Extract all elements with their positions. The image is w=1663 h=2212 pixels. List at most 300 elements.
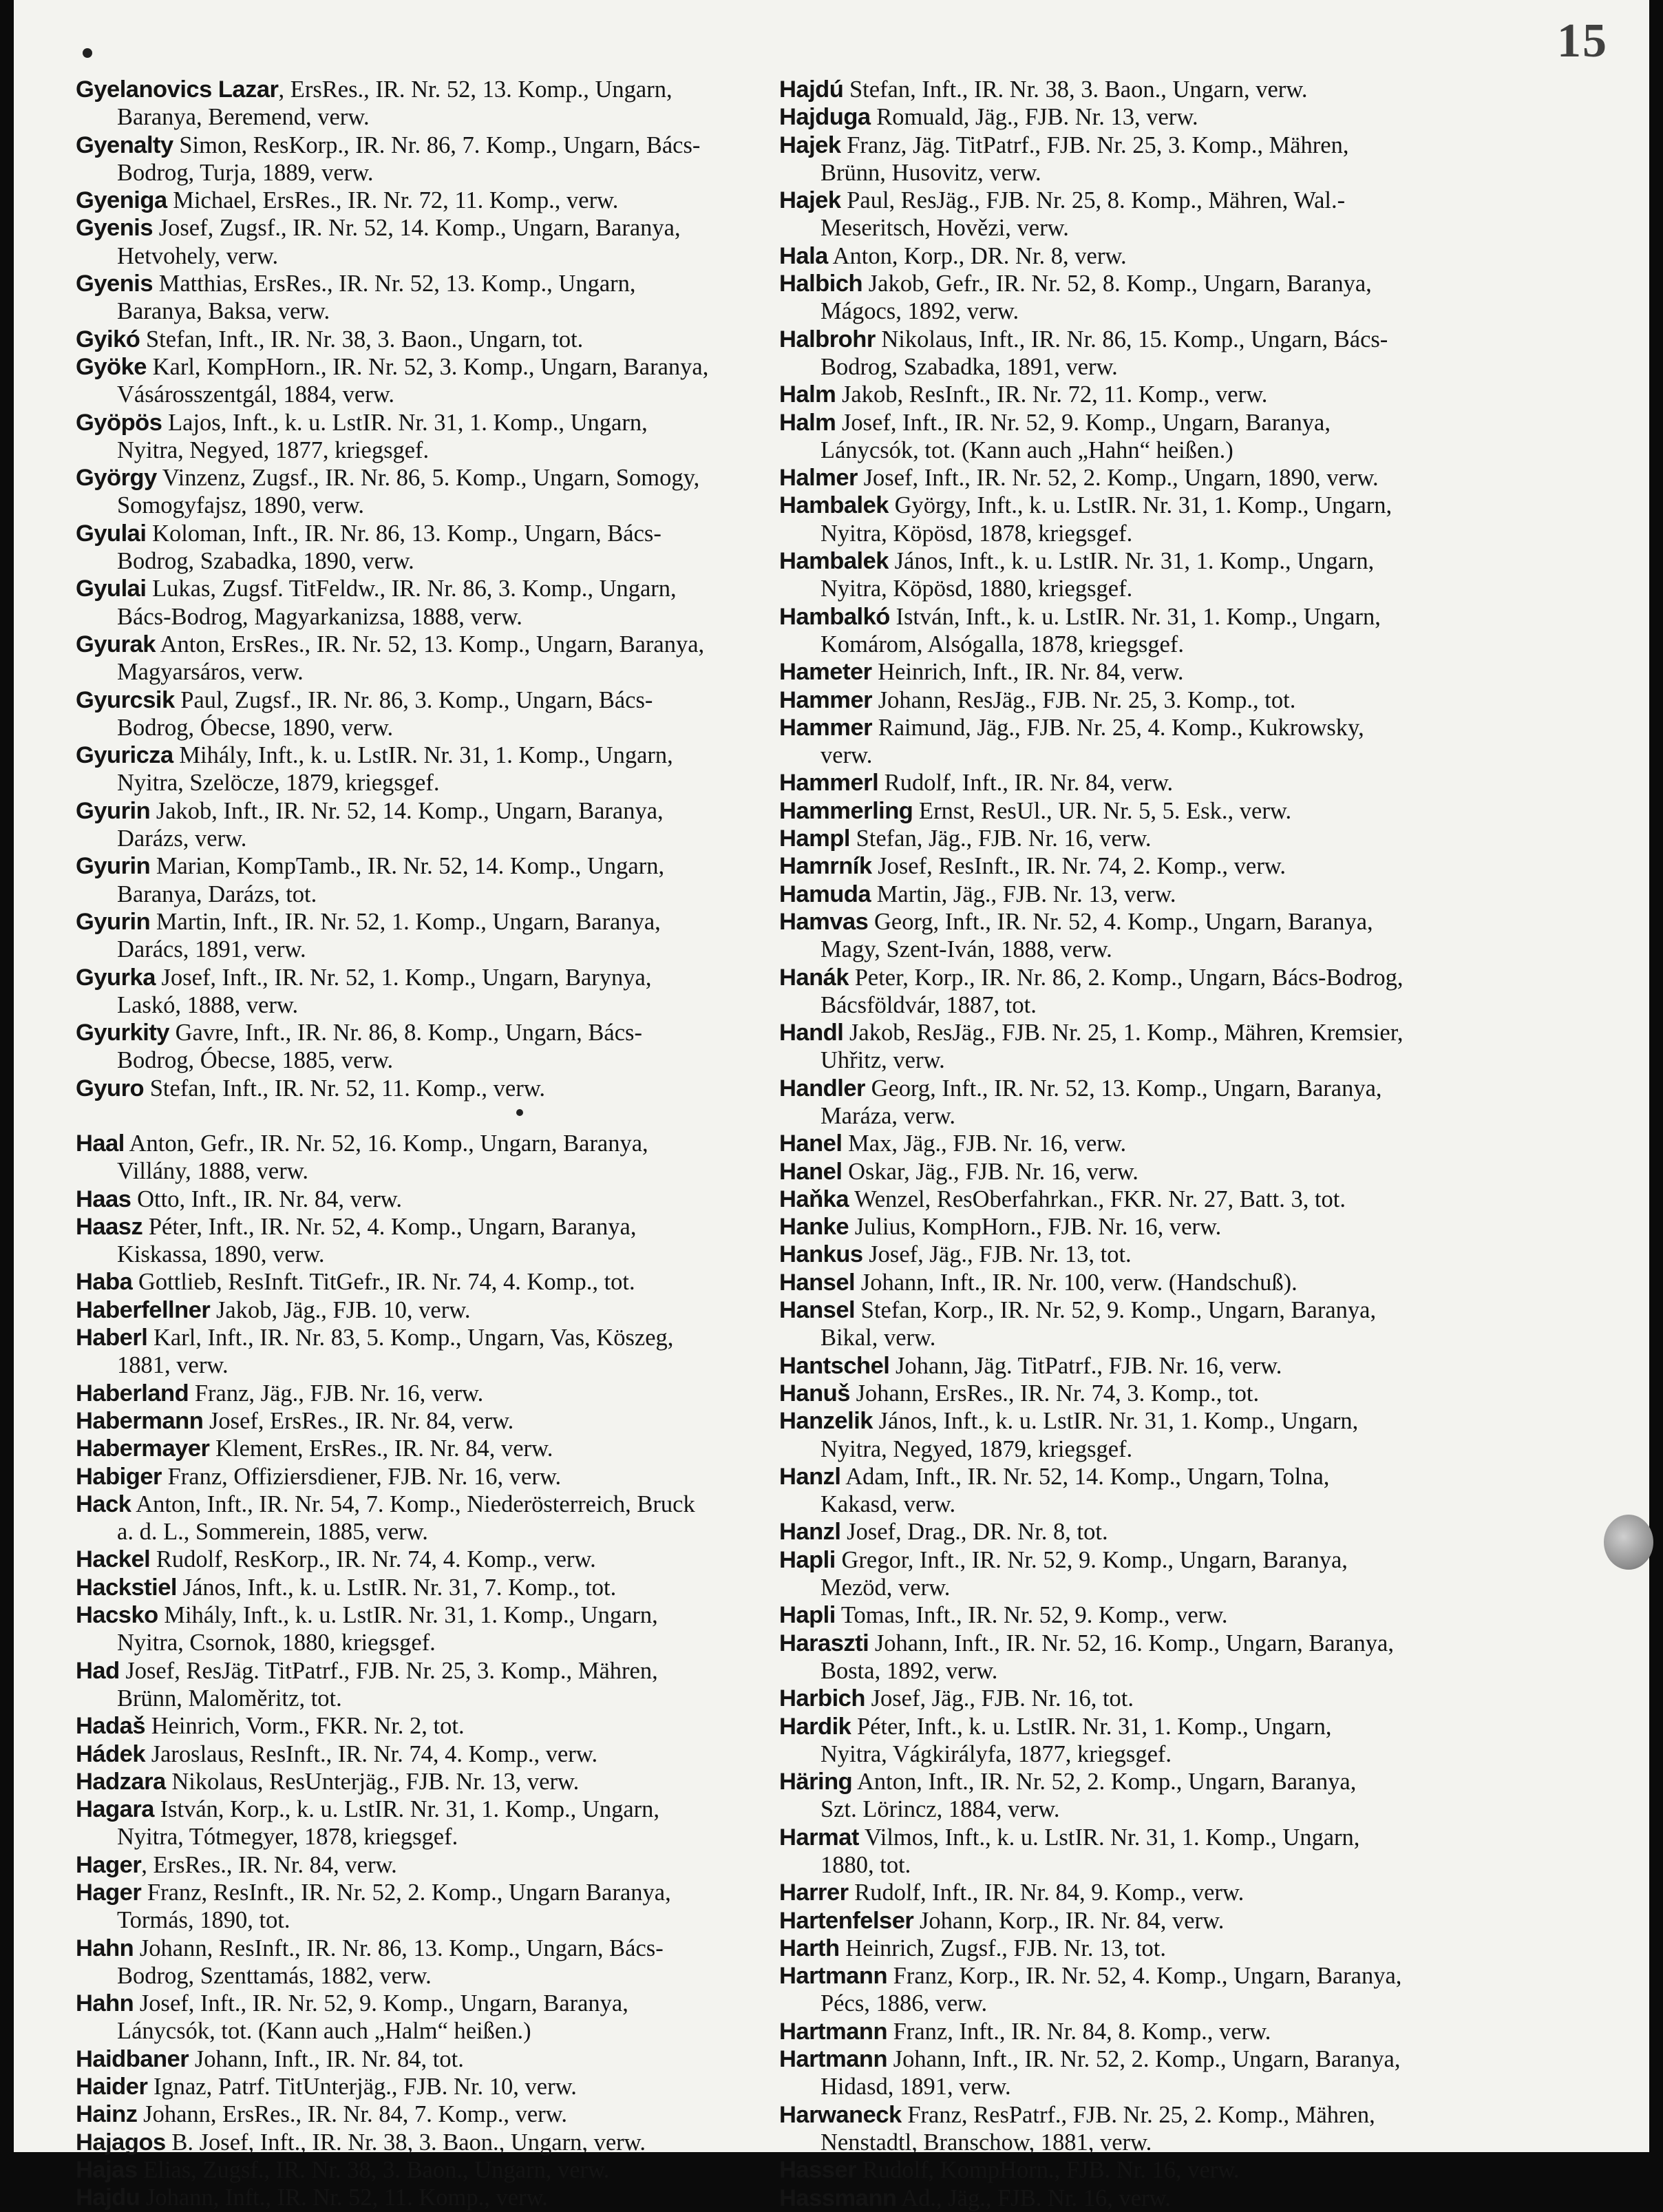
register-entry	[76, 2129, 798, 2156]
entry-surname: Gyelanovics Lazar	[76, 76, 279, 103]
entry-details: Karl, Inft., IR. Nr. 83, 5. Komp., Ungarn, Vas, Köszeg,	[147, 1325, 674, 1351]
entry-details: Stefan, Jäg., FJB. Nr. 16, verw.	[849, 825, 1152, 852]
entry-surname: Haňka	[779, 1186, 849, 1212]
left-column	[76, 76, 798, 2212]
entry-surname: Hager	[76, 1879, 142, 1906]
entry-continuation: Brünn, Husovitz, verw.	[820, 159, 1041, 186]
register-entry	[76, 2156, 798, 2184]
register-entry	[779, 1019, 1502, 1075]
entry-details: Koloman, Inft., IR. Nr. 86, 13. Komp., Ungarn, Bács-	[146, 520, 661, 547]
register-entry	[779, 2018, 1502, 2045]
entry-surname: Hajdú	[779, 76, 844, 103]
entry-surname: Hajduga	[779, 104, 871, 131]
register-entry	[779, 881, 1502, 908]
register-entry	[76, 76, 798, 131]
entry-details: György, Inft., k. u. LstIR. Nr. 31, 1. Komp., Ungarn,	[889, 492, 1392, 519]
entry-details: Lajos, Inft., k. u. LstIR. Nr. 31, 1. Komp., Ungarn,	[162, 409, 648, 436]
entry-continuation: Magy, Szent-Iván, 1888, verw.	[820, 936, 1112, 963]
entry-surname: Hanák	[779, 964, 849, 991]
entry-surname: Gyulai	[76, 576, 147, 602]
entry-continuation: Bikal, verw.	[820, 1325, 936, 1351]
entry-surname: Hacsko	[76, 1602, 158, 1629]
entry-surname: Handl	[779, 1020, 844, 1046]
entry-surname: Hadaš	[76, 1713, 146, 1740]
entry-continuation: Bodrog, Turja, 1889, verw.	[117, 159, 374, 186]
entry-surname: Gyurin	[76, 853, 151, 880]
entry-details: János, Inft., k. u. LstIR. Nr. 31, 1. Komp., Ungarn,	[889, 548, 1375, 575]
entry-surname: Hammer	[779, 686, 873, 713]
entry-details: Johann, Inft., IR. Nr. 52, 2. Komp., Ungarn, Baranya,	[887, 2046, 1401, 2073]
entry-details: Simon, ResKorp., IR. Nr. 86, 7. Komp., Ungarn, Bács-	[173, 131, 701, 158]
register-entry	[779, 2184, 1502, 2212]
entry-details: János, Inft., k. u. LstIR. Nr. 31, 1. Komp., Ungarn,	[872, 1408, 1359, 1435]
entry-details: Rudolf, KompHorn., FJB. Nr. 16, verw.	[856, 2157, 1240, 2184]
entry-surname: Hainz	[76, 2101, 138, 2128]
entry-continuation: Hidasd, 1891, verw.	[820, 2074, 1011, 2100]
register-entry	[76, 1990, 798, 2045]
entry-details: Johann, Inft., IR. Nr. 84, tot.	[189, 2045, 464, 2072]
right-column	[779, 76, 1502, 2212]
entry-surname: Hajek	[779, 187, 841, 214]
entry-details: Josef, Jäg., FJB. Nr. 16, tot.	[865, 1685, 1134, 1712]
entry-details: Heinrich, Inft., IR. Nr. 84, verw.	[871, 659, 1184, 686]
entry-details: Klement, ErsRes., IR. Nr. 84, verw.	[209, 1435, 553, 1462]
register-entry	[779, 1352, 1502, 1380]
entry-continuation: Hetvohely, verw.	[117, 242, 279, 269]
entry-surname: Hassmann	[779, 2184, 897, 2211]
entry-continuation: Somogyfajsz, 1890, verw.	[117, 492, 364, 519]
entry-details: Stefan, Inft., IR. Nr. 52, 11. Komp., verw.	[144, 1075, 546, 1102]
entry-details: Johann, Inft., IR. Nr. 52, 16. Komp., Ungarn, Baranya,	[869, 1630, 1394, 1656]
register-entry	[76, 964, 798, 1020]
entry-surname: Hapli	[779, 1602, 836, 1629]
entry-surname: György	[76, 465, 157, 492]
register-entry	[779, 2156, 1502, 2184]
register-entry	[76, 1546, 798, 1573]
entry-continuation: Brünn, Maloměritz, tot.	[117, 1685, 342, 1711]
register-entry	[779, 242, 1502, 270]
register-entry	[76, 1935, 798, 1990]
entry-details: Gottlieb, ResInft. TitGefr., IR. Nr. 74, 4. Komp., tot.	[132, 1269, 635, 1296]
register-entry	[779, 2045, 1502, 2101]
register-entry	[76, 353, 798, 409]
entry-surname: Hankus	[779, 1241, 863, 1268]
entry-details: Martin, Inft., IR. Nr. 52, 1. Komp., Ungarn, Baranya,	[150, 908, 661, 935]
register-entry	[779, 603, 1502, 659]
entry-details: Johann, ErsRes., IR. Nr. 74, 3. Komp., tot.	[849, 1380, 1260, 1407]
entry-surname: Harwaneck	[779, 2101, 902, 2128]
register-entry	[779, 825, 1502, 852]
register-entry	[779, 1685, 1502, 1712]
entry-continuation: 1880, tot.	[820, 1852, 911, 1878]
register-entry	[779, 1463, 1502, 1519]
entry-details: Matthias, ErsRes., IR. Nr. 52, 13. Komp., Ungarn,	[153, 271, 636, 297]
entry-details: Rudolf, Inft., IR. Nr. 84, 9. Komp., verw.	[848, 1879, 1244, 1906]
register-entry	[76, 1324, 798, 1380]
entry-continuation: Mezöd, verw.	[820, 1574, 951, 1601]
entry-continuation: Bodrog, Óbecse, 1885, verw.	[117, 1047, 394, 1074]
register-entry	[76, 1740, 798, 1768]
entry-details: Franz, ResInft., IR. Nr. 52, 2. Komp., Ungarn Baranya,	[141, 1879, 671, 1906]
entry-details: Johann, ResInft., IR. Nr. 86, 13. Komp., Ungarn, Bács-	[134, 1935, 664, 1961]
entry-continuation: Kiskassa, 1890, verw.	[117, 1241, 325, 1268]
entry-details: Josef, Inft., IR. Nr. 52, 2. Komp., Ungarn, 1890, verw.	[857, 465, 1379, 492]
register-entry	[76, 2184, 798, 2211]
entry-continuation: Kakasd, verw.	[820, 1491, 956, 1518]
entry-details: Jaroslaus, ResInft., IR. Nr. 74, 4. Komp., verw.	[145, 1740, 598, 1767]
entry-surname: Gyikó	[76, 326, 140, 352]
entry-continuation: Nyitra, Köpösd, 1880, kriegsgef.	[820, 576, 1133, 602]
entry-continuation: Komárom, Alsógalla, 1878, kriegsgef.	[820, 631, 1184, 657]
entry-details: Péter, Inft., IR. Nr. 52, 4. Komp., Ungarn, Baranya,	[142, 1213, 637, 1240]
section-separator	[76, 1102, 798, 1130]
entry-surname: Hamrník	[779, 853, 872, 880]
entry-surname: Handler	[779, 1075, 865, 1102]
entry-surname: Haraszti	[779, 1630, 869, 1656]
entry-surname: Gyöpös	[76, 409, 162, 436]
entry-continuation: Nyitra, Negyed, 1879, kriegsgef.	[820, 1435, 1133, 1462]
entry-surname: Hambalkó	[779, 603, 890, 630]
entry-surname: Hanke	[779, 1214, 849, 1241]
entry-details: Adam, Inft., IR. Nr. 52, 14. Komp., Ungarn, Tolna,	[840, 1463, 1330, 1490]
entry-details: Georg, Inft., IR. Nr. 52, 13. Komp., Ungarn, Baranya,	[865, 1075, 1382, 1102]
entry-details: Josef, ErsRes., IR. Nr. 84, verw.	[203, 1407, 514, 1434]
register-entry	[779, 103, 1502, 131]
entry-continuation: verw.	[820, 742, 873, 769]
entry-details: Anton, Inft., IR. Nr. 52, 2. Komp., Ungarn, Baranya,	[852, 1769, 1357, 1795]
register-entry	[76, 1463, 798, 1491]
entry-surname: Gyurin	[76, 908, 151, 935]
entry-details: Martin, Jäg., FJB. Nr. 13, verw.	[871, 881, 1176, 907]
entry-details: Lukas, Zugsf. TitFeldw., IR. Nr. 86, 3. Komp., Ungarn,	[146, 576, 677, 602]
entry-details: Franz, Korp., IR. Nr. 52, 4. Komp., Ungarn, Baranya,	[887, 1963, 1402, 1990]
entry-details: Mihály, Inft., k. u. LstIR. Nr. 31, 1. Komp., Ungarn,	[173, 742, 673, 769]
register-entry	[76, 797, 798, 853]
entry-details: Jakob, ResJäg., FJB. Nr. 25, 1. Komp., Mähren, Kremsier,	[843, 1020, 1404, 1046]
entry-surname: Hajas	[76, 2156, 138, 2183]
entry-details: , ErsRes., IR. Nr. 52, 13. Komp., Ungarn,	[278, 76, 672, 103]
entry-details: B. Josef, Inft., IR. Nr. 38, 3. Baon., Ungarn, verw.	[165, 2129, 646, 2156]
entry-details: Ignaz, Patrf. TitUnterjäg., FJB. Nr. 10, verw.	[147, 2074, 577, 2100]
register-entry	[779, 964, 1502, 1020]
register-entry	[779, 1269, 1502, 1296]
entry-continuation: a. d. L., Sommerein, 1885, verw.	[117, 1519, 428, 1546]
entry-surname: Gyurka	[76, 964, 156, 991]
entry-surname: Haberland	[76, 1380, 189, 1407]
punch-hole	[1604, 1515, 1653, 1570]
entry-surname: Gyuro	[76, 1075, 145, 1102]
entry-details: Johann, Korp., IR. Nr. 84, verw.	[913, 1907, 1225, 1934]
register-entry	[76, 520, 798, 576]
entry-continuation: Baranya, Darázs, tot.	[117, 881, 317, 907]
entry-surname: Hammerling	[779, 797, 913, 824]
entry-continuation: Bodrog, Óbecse, 1890, verw.	[117, 714, 394, 741]
entry-surname: Hajek	[779, 131, 841, 158]
entry-details: Marian, KompTamb., IR. Nr. 52, 14. Komp., Ungarn,	[150, 853, 665, 880]
entry-surname: Had	[76, 1657, 120, 1684]
entry-details: Raimund, Jäg., FJB. Nr. 25, 4. Komp., Kukrowsky,	[872, 714, 1364, 741]
entry-surname: Gyurin	[76, 797, 151, 824]
entry-surname: Hanel	[779, 1130, 843, 1157]
register-entry	[76, 852, 798, 908]
entry-surname: Hanzl	[779, 1519, 841, 1546]
entry-surname: Habermayer	[76, 1435, 210, 1462]
register-entry	[76, 741, 798, 797]
entry-details: Josef, ResJäg. TitPatrf., FJB. Nr. 25, 3. Komp., Mähren,	[119, 1657, 658, 1684]
entry-details: Johann, ErsRes., IR. Nr. 84, 7. Komp., verw.	[137, 2101, 567, 2128]
entry-surname: Haider	[76, 2074, 148, 2100]
register-entry	[76, 270, 798, 326]
register-entry	[779, 1407, 1502, 1463]
entry-surname: Hammer	[779, 714, 873, 741]
entry-details: Romuald, Jäg., FJB. Nr. 13, verw.	[870, 104, 1198, 131]
entry-continuation: Maráza, verw.	[820, 1102, 956, 1129]
register-entry	[779, 1768, 1502, 1824]
entry-surname: Gyenis	[76, 271, 153, 297]
entry-details: Ernst, ResUl., UR. Nr. 5, 5. Esk., verw.	[913, 797, 1292, 824]
entry-surname: Haberfellner	[76, 1296, 211, 1323]
entry-surname: Harmat	[779, 1824, 859, 1851]
register-entry	[779, 1713, 1502, 1769]
register-entry	[779, 326, 1502, 381]
entry-details: Ad., Jäg., FJB. Nr. 16, verw.	[896, 2184, 1171, 2211]
entry-details: Johann, Jäg. TitPatrf., FJB. Nr. 16, verw.	[889, 1352, 1282, 1379]
entry-continuation: Baranya, Baksa, verw.	[117, 298, 330, 325]
entry-surname: Hansel	[779, 1269, 856, 1296]
entry-details: Anton, Gefr., IR. Nr. 52, 16. Komp., Ungarn, Baranya,	[124, 1130, 648, 1157]
entry-details: Rudolf, Inft., IR. Nr. 84, verw.	[878, 770, 1174, 797]
entry-surname: Hartmann	[779, 2018, 888, 2045]
entry-surname: Hager	[76, 1851, 142, 1878]
entry-surname: Gyurcsik	[76, 686, 175, 713]
entry-continuation: Nyitra, Tótmegyer, 1878, kriegsgef.	[117, 1824, 458, 1851]
entry-surname: Hala	[779, 242, 828, 269]
entry-surname: Gyurkity	[76, 1020, 169, 1046]
entry-continuation: Lánycsók, tot. (Kann auch „Halm“ heißen.)	[117, 2018, 531, 2045]
entry-continuation: Villány, 1888, verw.	[117, 1158, 309, 1185]
register-entry	[76, 1795, 798, 1851]
entry-surname: Gyulai	[76, 520, 147, 547]
register-entry	[76, 1296, 798, 1324]
entry-details: Anton, Inft., IR. Nr. 54, 7. Komp., Niederösterreich, Bruck	[131, 1491, 695, 1517]
entry-details: Anton, Korp., DR. Nr. 8, verw.	[827, 242, 1127, 269]
entry-details: Nikolaus, ResUnterjäg., FJB. Nr. 13, verw.	[165, 1768, 580, 1795]
register-entry	[76, 1851, 798, 1879]
entry-details: Vilmos, Inft., k. u. LstIR. Nr. 31, 1. Komp., Ungarn,	[858, 1824, 1360, 1851]
entry-surname: Halmer	[779, 465, 858, 492]
entry-details: Anton, ErsRes., IR. Nr. 52, 13. Komp., Ungarn, Baranya,	[155, 631, 705, 657]
entry-details: Max, Jäg., FJB. Nr. 16, verw.	[842, 1130, 1127, 1157]
register-entry	[779, 714, 1502, 770]
register-entry	[779, 1518, 1502, 1546]
entry-details: Josef, Inft., IR. Nr. 52, 9. Komp., Ungarn, Baranya,	[836, 409, 1331, 436]
register-entry	[779, 2101, 1502, 2157]
entry-continuation: Lánycsók, tot. (Kann auch „Hahn“ heißen.)	[820, 436, 1233, 463]
register-entry	[76, 409, 798, 465]
register-entry	[779, 1186, 1502, 1213]
entry-surname: Hanzelik	[779, 1408, 873, 1435]
document-page	[14, 0, 1649, 2211]
register-entry	[76, 908, 798, 964]
register-entry	[779, 1630, 1502, 1685]
entry-details: Péter, Inft., k. u. LstIR. Nr. 31, 1. Komp., Ungarn,	[851, 1713, 1332, 1740]
entry-surname: Gyenis	[76, 215, 153, 242]
entry-details: István, Inft., k. u. LstIR. Nr. 31, 1. Komp., Ungarn,	[889, 603, 1381, 630]
register-entry	[76, 1657, 798, 1713]
entry-surname: Hardik	[779, 1713, 851, 1740]
register-entry	[76, 686, 798, 742]
entry-details: Paul, ResJäg., FJB. Nr. 25, 8. Komp., Mähren, Wal.-	[840, 187, 1346, 214]
entry-continuation: Mágocs, 1892, verw.	[820, 298, 1019, 325]
entry-continuation: Bácsföldvár, 1887, tot.	[820, 991, 1037, 1018]
entry-surname: Halm	[779, 409, 836, 436]
entry-surname: Hajdu	[76, 2184, 140, 2211]
register-entry	[76, 1213, 798, 1269]
register-entry	[779, 1380, 1502, 1407]
entry-details: Stefan, Inft., IR. Nr. 38, 3. Baon., Ungarn, tot.	[140, 326, 584, 352]
entry-details: Paul, Zugsf., IR. Nr. 86, 3. Komp., Ungarn, Bács-	[174, 686, 653, 713]
entry-details: Rudolf, ResKorp., IR. Nr. 74, 4. Komp., verw.	[150, 1546, 596, 1573]
register-entry	[76, 1407, 798, 1435]
entry-details: Jakob, Jäg., FJB. 10, verw.	[210, 1296, 471, 1323]
entry-continuation: Nyitra, Vágkirályfa, 1877, kriegsgef.	[820, 1740, 1172, 1767]
register-entry	[779, 381, 1502, 408]
entry-surname: Hahn	[76, 1935, 134, 1961]
entry-details: Stefan, Korp., IR. Nr. 52, 9. Komp., Ungarn, Baranya,	[855, 1297, 1377, 1324]
entry-details: , ErsRes., IR. Nr. 84, verw.	[141, 1851, 397, 1878]
entry-continuation: 1881, verw.	[117, 1352, 229, 1379]
register-entry	[779, 1824, 1502, 1879]
entry-surname: Gyuricza	[76, 742, 173, 769]
entry-surname: Haas	[76, 1186, 131, 1212]
entry-details: Johann, Inft., IR. Nr. 100, verw. (Handschuß).	[855, 1269, 1297, 1296]
entry-surname: Haal	[76, 1130, 125, 1157]
register-entry	[779, 1546, 1502, 1602]
entry-surname: Harbich	[779, 1685, 865, 1712]
entry-details: Johann, Inft., IR. Nr. 52, 11. Komp., verw.	[140, 2184, 548, 2211]
entry-surname: Hanuš	[779, 1380, 850, 1407]
entry-surname: Gyeniga	[76, 187, 167, 214]
entry-surname: Hameter	[779, 659, 872, 686]
register-entry	[779, 1241, 1502, 1268]
entry-details: Josef, ResInft., IR. Nr. 74, 2. Komp., verw.	[871, 853, 1286, 880]
entry-details: Stefan, Inft., IR. Nr. 38, 3. Baon., Ungarn, verw.	[843, 76, 1308, 103]
entry-surname: Halbrohr	[779, 326, 876, 352]
register-entry	[779, 1158, 1502, 1186]
register-entry	[779, 1601, 1502, 1629]
entry-surname: Hádek	[76, 1740, 146, 1767]
entry-surname: Häring	[779, 1769, 853, 1795]
entry-surname: Hanel	[779, 1158, 843, 1185]
register-entry	[76, 326, 798, 353]
entry-details: Heinrich, Vorm., FKR. Nr. 2, tot.	[145, 1713, 465, 1740]
entry-details: Gregor, Inft., IR. Nr. 52, 9. Komp., Ungarn, Baranya,	[835, 1546, 1348, 1573]
entry-details: Oskar, Jäg., FJB. Nr. 16, verw.	[842, 1158, 1138, 1185]
register-entry	[76, 214, 798, 270]
entry-details: István, Korp., k. u. LstIR. Nr. 31, 1. Komp., Ungarn,	[153, 1796, 660, 1823]
entry-surname: Halm	[779, 381, 836, 408]
register-entry	[76, 1491, 798, 1546]
register-entry	[779, 131, 1502, 187]
page-number: 15	[1557, 14, 1608, 67]
entry-surname: Hampl	[779, 825, 850, 852]
register-entry	[779, 1213, 1502, 1241]
register-entry	[779, 769, 1502, 797]
entry-surname: Harth	[779, 1935, 840, 1961]
entry-surname: Hagara	[76, 1796, 154, 1823]
register-entry	[76, 2100, 798, 2128]
entry-continuation: Magyarsáros, verw.	[117, 659, 304, 686]
register-entry	[76, 1712, 798, 1740]
entry-details: Johann, ResJäg., FJB. Nr. 25, 3. Komp., tot.	[872, 686, 1296, 713]
entry-details: Tomas, Inft., IR. Nr. 52, 9. Komp., verw.	[835, 1602, 1228, 1629]
entry-continuation: Baranya, Beremend, verw.	[117, 104, 370, 131]
register-entry	[76, 1186, 798, 1213]
register-entry	[779, 76, 1502, 103]
entry-surname: Hahn	[76, 1990, 134, 2017]
entry-continuation: Darázs, verw.	[117, 825, 247, 852]
entry-continuation: Szt. Lörincz, 1884, verw.	[820, 1796, 1060, 1823]
entry-surname: Haberl	[76, 1325, 148, 1351]
entry-details: Michael, ErsRes., IR. Nr. 72, 11. Komp., verw.	[167, 187, 619, 214]
entry-surname: Harrer	[779, 1879, 849, 1906]
entry-continuation: Nyitra, Köpösd, 1878, kriegsgef.	[820, 520, 1133, 547]
entry-continuation: Pécs, 1886, verw.	[820, 1990, 988, 2017]
register-entry	[76, 2045, 798, 2073]
entry-details: Jakob, ResInft., IR. Nr. 72, 11. Komp., verw.	[836, 381, 1268, 408]
entry-details: Julius, KompHorn., FJB. Nr. 16, verw.	[849, 1214, 1222, 1241]
entry-continuation: Darács, 1891, verw.	[117, 936, 306, 963]
register-entry	[779, 852, 1502, 880]
entry-continuation: Nenstadtl, Branschow, 1881, verw.	[820, 2129, 1152, 2156]
register-entry	[779, 547, 1502, 603]
register-entry	[76, 464, 798, 520]
register-entry	[779, 908, 1502, 964]
entry-details: Franz, Jäg. TitPatrf., FJB. Nr. 25, 3. Komp., Mähren,	[840, 131, 1349, 158]
register-entry	[76, 187, 798, 214]
entry-continuation: Bodrog, Szenttamás, 1882, verw.	[117, 1962, 432, 1989]
entry-details: Vinzenz, Zugsf., IR. Nr. 86, 5. Komp., Ungarn, Somogy,	[156, 465, 700, 492]
entry-surname: Hansel	[779, 1297, 856, 1324]
entry-details: Franz, Inft., IR. Nr. 84, 8. Komp., verw.	[887, 2018, 1271, 2045]
register-entry	[76, 1130, 798, 1186]
entry-details: Heinrich, Zugsf., FJB. Nr. 13, tot.	[839, 1935, 1166, 1961]
entry-details: Jakob, Gefr., IR. Nr. 52, 8. Komp., Ungarn, Baranya,	[862, 271, 1372, 297]
entry-surname: Haba	[76, 1269, 133, 1296]
entry-surname: Hamvas	[779, 908, 869, 935]
entry-continuation: Uhřitz, verw.	[820, 1047, 945, 1074]
register-entry	[76, 1601, 798, 1657]
entry-continuation: Bács-Bodrog, Magyarkanizsa, 1888, verw.	[117, 603, 522, 630]
register-entry	[779, 1296, 1502, 1352]
register-entry	[76, 1768, 798, 1795]
separator-dot	[516, 1109, 523, 1116]
register-entry	[779, 658, 1502, 686]
register-entry	[779, 270, 1502, 326]
entry-details: Karl, KompHorn., IR. Nr. 52, 3. Komp., Ungarn, Baranya,	[146, 353, 709, 380]
entry-surname: Hartmann	[779, 1963, 888, 1990]
entry-details: János, Inft., k. u. LstIR. Nr. 31, 7. Komp., tot.	[177, 1574, 617, 1601]
register-entry	[779, 464, 1502, 492]
entry-details: Franz, Offiziersdiener, FJB. Nr. 16, verw.	[161, 1463, 562, 1490]
entry-surname: Hapli	[779, 1546, 836, 1573]
entry-surname: Hadzara	[76, 1768, 166, 1795]
register-entry	[779, 1879, 1502, 1906]
entry-details: Josef, Zugsf., IR. Nr. 52, 14. Komp., Ungarn, Baranya,	[153, 215, 681, 242]
entry-surname: Hack	[76, 1491, 131, 1517]
entry-continuation: Laskó, 1888, verw.	[117, 991, 299, 1018]
entry-surname: Haidbaner	[76, 2045, 189, 2072]
